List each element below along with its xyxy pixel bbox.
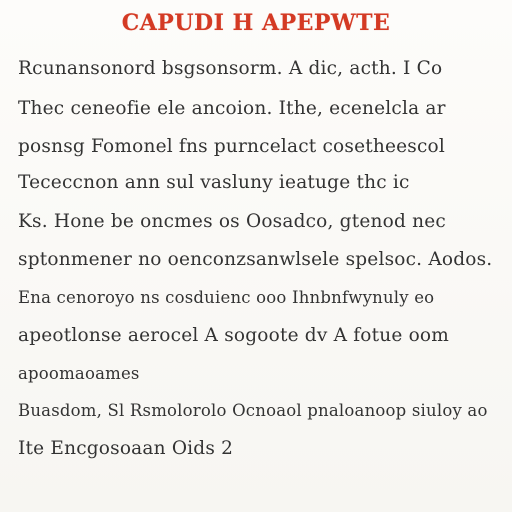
text-line-1: Rcunansonord bsgsonsorm. A dic, acth. I Co: [18, 58, 443, 79]
text-line-11: Ite Encgosoaan Oids 2: [18, 438, 234, 459]
text-line-6: sptonmener no oenconzsanwlsele spelsoc. Aodos.: [18, 249, 493, 270]
text-line-9: apoomaoames: [18, 364, 140, 383]
text-line-2: Thec ceneofie ele ancoion. Ithe, ecenelcla ar: [18, 98, 446, 119]
text-line-8: apeotlonse aerocel A sogoote dv A fotue oom: [18, 325, 450, 346]
text-line-4: Tececcnon ann sul vasluny ieatuge thc ic: [18, 172, 410, 193]
text-line-10: Buasdom, Sl Rsmolorolo Ocnoaol pnaloanoop siuloy ao: [18, 401, 488, 420]
document-title: CAPUDI H APEPWTE: [121, 10, 391, 36]
text-line-7: Ena cenoroyo ns cosduienc ooo Ihnbnfwynuly eo: [18, 288, 435, 307]
text-line-3: posnsg Fomonel fns purncelact cosetheescol: [18, 136, 445, 157]
text-line-5: Ks. Hone be oncmes os Oosadco, gtenod nec: [18, 211, 446, 232]
